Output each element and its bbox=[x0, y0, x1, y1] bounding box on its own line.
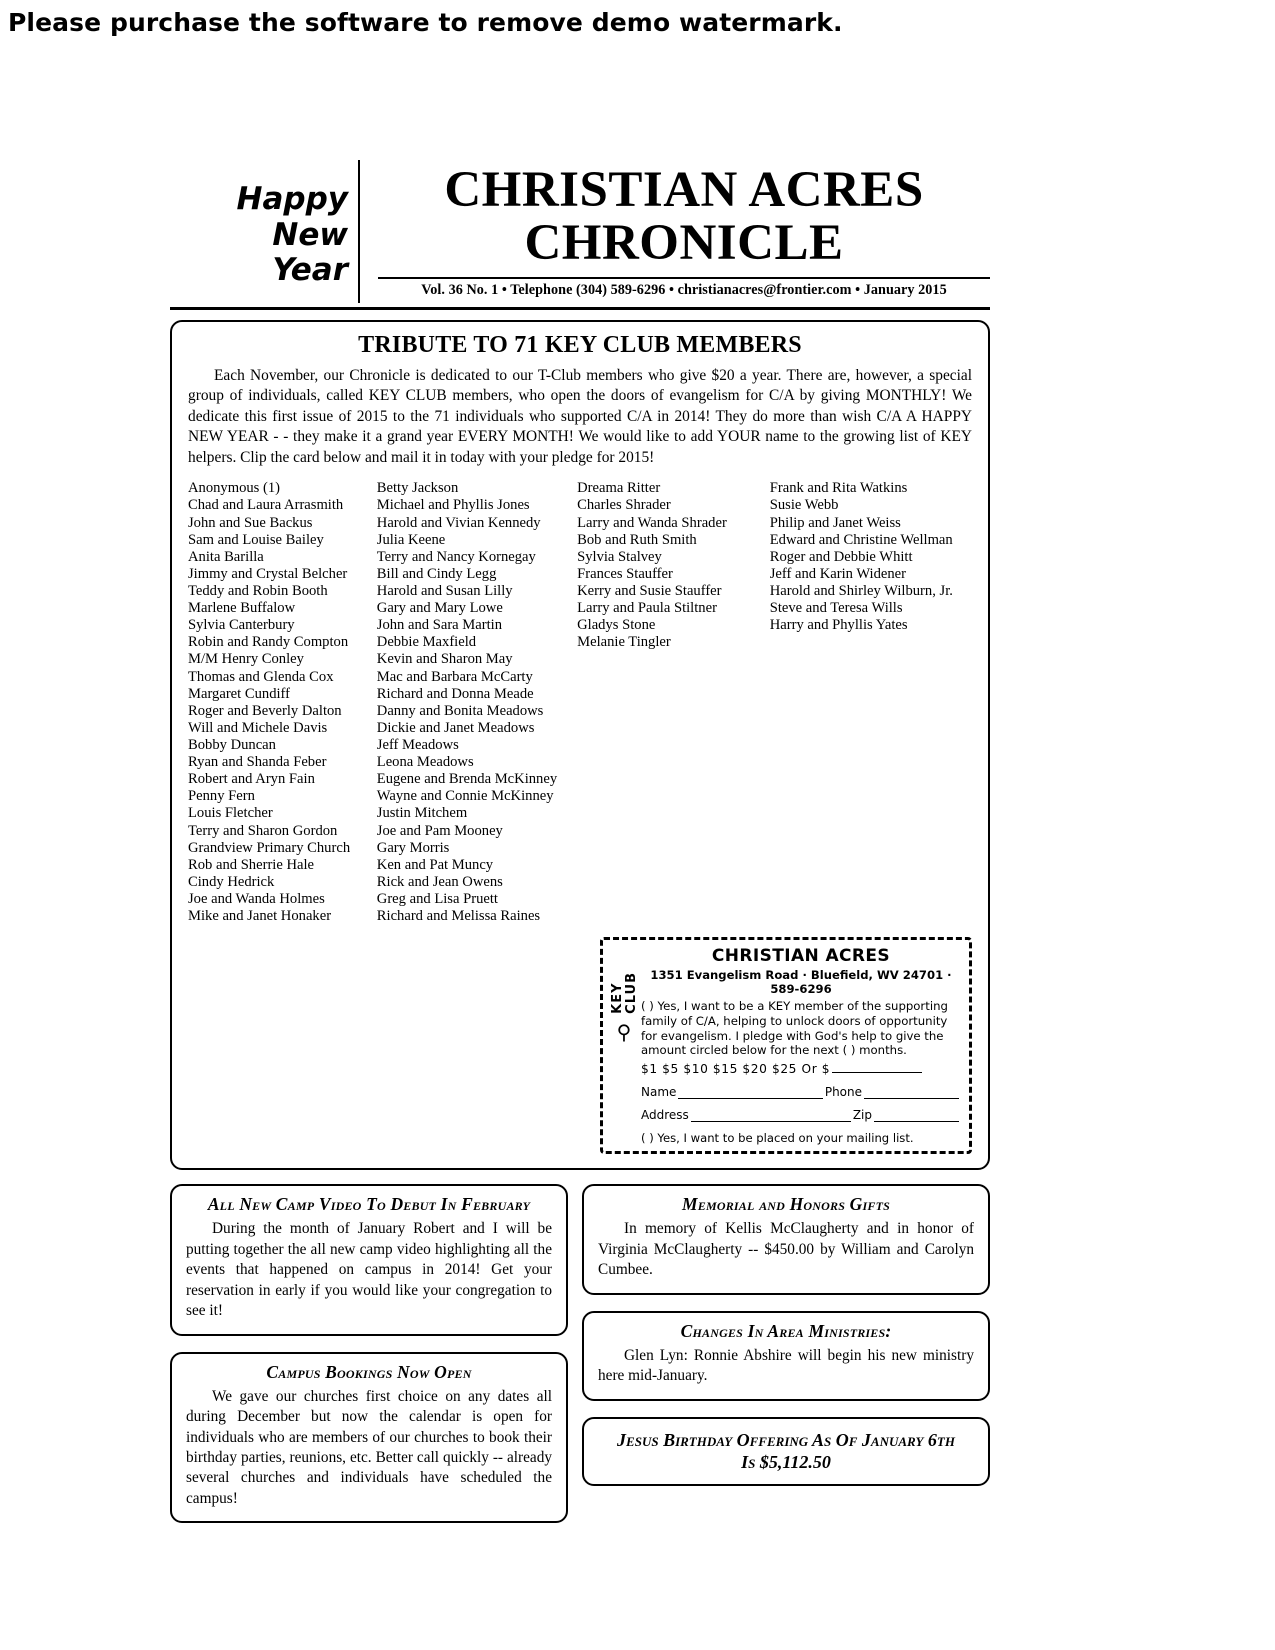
masthead bbox=[170, 160, 990, 310]
address-field[interactable] bbox=[691, 1109, 851, 1122]
list-item: Jeff Meadows bbox=[376, 736, 459, 753]
article-title: Memorial and Honors Gifts bbox=[682, 1194, 890, 1215]
list-item: Sam and Louise Bailey bbox=[188, 531, 324, 548]
name-field[interactable] bbox=[678, 1086, 822, 1099]
coupon-name-row bbox=[641, 1085, 961, 1099]
list-item: Harold and Susan Lilly bbox=[376, 583, 513, 599]
coupon-zip-label: Zip bbox=[852, 1108, 872, 1123]
list-item: Sylvia Stalvey bbox=[577, 548, 662, 565]
key-club-coupon-wrapper bbox=[600, 937, 972, 1154]
list-item: Joe and Wanda Holmes bbox=[188, 890, 325, 907]
article-title: Campus Bookings Now Open bbox=[266, 1361, 472, 1382]
offering-line-2: Is $5,112.50 bbox=[741, 1452, 831, 1473]
coupon-amount-options[interactable] bbox=[641, 1060, 961, 1076]
bottom-right-column bbox=[582, 1184, 990, 1523]
article-area-ministries bbox=[582, 1311, 990, 1401]
masthead-rule bbox=[378, 277, 990, 299]
list-item: Jeff and Karin Widener bbox=[769, 565, 906, 582]
list-item: Joe and Pam Mooney bbox=[376, 822, 503, 839]
coupon-title: CHRISTIAN ACRES bbox=[711, 946, 891, 967]
list-item: Anonymous (1) bbox=[188, 480, 281, 497]
list-item: Harold and Vivian Kennedy bbox=[376, 514, 541, 531]
list-item: Thomas and Glenda Cox bbox=[188, 668, 334, 685]
list-item: Greg and Lisa Pruett bbox=[376, 890, 498, 907]
list-item: Rick and Jean Owens bbox=[376, 873, 503, 890]
list-item: Julia Keene bbox=[376, 531, 446, 548]
list-item: Edward and Christine Wellman bbox=[769, 531, 953, 548]
list-item: Michael and Phyllis Jones bbox=[376, 497, 530, 514]
coupon-vertical-club: CLUB bbox=[623, 972, 639, 1015]
newsletter-page bbox=[170, 160, 990, 1523]
list-item: Marlene Buffalow bbox=[188, 600, 296, 617]
coupon-amount-list: $1 $5 $10 $15 $20 $25 Or $ bbox=[641, 1062, 831, 1077]
list-item: Mike and Janet Honaker bbox=[188, 908, 332, 925]
coupon-phone-label: Phone bbox=[824, 1085, 862, 1100]
list-item: Charles Shrader bbox=[577, 497, 671, 514]
list-item: Ken and Pat Muncy bbox=[376, 856, 494, 873]
list-item: Bill and Cindy Legg bbox=[376, 565, 497, 582]
paper-title-line-2: CHRONICLE bbox=[524, 214, 844, 271]
article-campus-bookings bbox=[170, 1352, 568, 1524]
list-item: Philip and Janet Weiss bbox=[769, 514, 901, 531]
volume-number: Vol. 36 No. 1 bbox=[421, 281, 499, 298]
article-body: In memory of Kellis McClaugherty and in honor of Virginia McClaugherty -- $450.00 by William and Carolyn Cumbee. bbox=[598, 1220, 974, 1279]
list-item: Jimmy and Crystal Belcher bbox=[188, 565, 348, 582]
demo-watermark: Please purchase the software to remove demo watermark. bbox=[8, 8, 843, 37]
coupon-vertical-key: KEY bbox=[609, 982, 625, 1015]
member-column-1 bbox=[188, 480, 377, 925]
list-item: Sylvia Canterbury bbox=[188, 617, 295, 634]
masthead-title-block bbox=[360, 160, 990, 303]
list-item: Teddy and Robin Booth bbox=[188, 583, 328, 599]
tribute-body: Each November, our Chronicle is dedicated to our T-Club members who give $20 a year. There are, however, a special group of individuals, called KEY CLUB members, who open the doors of evangelism for C/A by giving MONTHLY! We dedicate this first issue of 2015 to the 71 individuals who supported C/A in 2014! They do more than wish C/A A HAPPY NEW YEAR - - they make it a grand year EVERY MONTH! We would like to add YOUR name to the growing list of KEY helpers. Clip the card below and mail it in today with your pledge for 2015! bbox=[188, 366, 972, 466]
key-club-member-columns bbox=[188, 480, 972, 925]
coupon-side-label bbox=[607, 946, 641, 1145]
phone-field[interactable] bbox=[864, 1086, 959, 1099]
greeting-line-2: New bbox=[272, 216, 348, 253]
list-item: Leona Meadows bbox=[376, 754, 474, 771]
list-item: Kerry and Susie Stauffer bbox=[577, 583, 722, 599]
list-item: Richard and Donna Meade bbox=[376, 685, 534, 702]
article-title: All New Camp Video To Debut In February bbox=[207, 1194, 531, 1215]
list-item: Wayne and Connie McKinney bbox=[376, 788, 554, 805]
list-item: Danny and Bonita Meadows bbox=[376, 702, 544, 719]
page-title bbox=[378, 161, 990, 271]
list-item: Dickie and Janet Meadows bbox=[376, 719, 535, 736]
list-item: Frances Stauffer bbox=[577, 565, 673, 582]
list-item: Penny Fern bbox=[188, 788, 255, 805]
coupon-address-label: Address bbox=[641, 1108, 689, 1123]
list-item: Bob and Ruth Smith bbox=[577, 531, 697, 548]
list-item: Frank and Rita Watkins bbox=[769, 480, 908, 497]
offering-announcement bbox=[582, 1417, 990, 1486]
list-item: John and Sara Martin bbox=[376, 617, 503, 634]
list-item: Richard and Melissa Raines bbox=[376, 908, 541, 925]
list-item: Terry and Sharon Gordon bbox=[188, 822, 338, 839]
list-item: Susie Webb bbox=[769, 497, 839, 514]
list-item: Roger and Beverly Dalton bbox=[188, 702, 342, 719]
sep-3: • bbox=[855, 281, 861, 298]
list-item: Terry and Nancy Kornegay bbox=[376, 548, 536, 565]
key-club-coupon[interactable] bbox=[600, 937, 972, 1154]
list-item: Justin Mitchem bbox=[376, 805, 468, 822]
member-column-3 bbox=[577, 480, 770, 925]
key-icon: ⚲ bbox=[616, 1020, 632, 1045]
bottom-left-column bbox=[170, 1184, 568, 1523]
article-body: Glen Lyn: Ronnie Abshire will begin his new ministry here mid-January. bbox=[598, 1346, 974, 1385]
masthead-greeting bbox=[170, 160, 360, 303]
list-item: Margaret Cundiff bbox=[188, 685, 290, 702]
list-item: Mac and Barbara McCarty bbox=[376, 668, 533, 685]
bottom-articles bbox=[170, 1184, 990, 1523]
article-body: During the month of January Robert and I will be putting together the all new camp video highlighting all the events that happened on campus in 2014! Get your reservation in early if you would like your congregation to see it! bbox=[186, 1220, 552, 1320]
list-item: Rob and Sherrie Hale bbox=[188, 856, 315, 873]
list-item: Harold and Shirley Wilburn, Jr. bbox=[769, 583, 953, 599]
list-item: Cindy Hedrick bbox=[188, 873, 275, 890]
article-memorial-honors bbox=[582, 1184, 990, 1294]
list-item: Bobby Duncan bbox=[188, 736, 276, 753]
list-item: Will and Michele Davis bbox=[188, 719, 328, 736]
list-item: Debbie Maxfield bbox=[376, 634, 477, 651]
list-item: Grandview Primary Church bbox=[188, 839, 351, 856]
coupon-pledge-text: ( ) Yes, I want to be a KEY member of the supporting family of C/A, helping to unlock doors of opportunity for evangelism. I pledge with God's help to give the amount circled below for the next ( ) months. bbox=[641, 999, 948, 1058]
list-item: John and Sue Backus bbox=[188, 514, 313, 531]
list-item: M/M Henry Conley bbox=[188, 651, 304, 668]
coupon-address-line: 1351 Evangelism Road · Bluefield, WV 24701 · 589-6296 bbox=[650, 968, 952, 997]
offering-line-1: Jesus Birthday Offering As Of January 6th bbox=[617, 1429, 955, 1450]
tribute-title: TRIBUTE TO 71 KEY CLUB MEMBERS bbox=[358, 331, 802, 358]
email-address[interactable]: christianacres@frontier.com bbox=[677, 281, 852, 298]
list-item: Anita Barilla bbox=[188, 548, 264, 565]
tribute-section bbox=[170, 320, 990, 1170]
masthead-subline bbox=[378, 282, 990, 299]
list-item: Gary Morris bbox=[376, 839, 450, 856]
article-camp-video bbox=[170, 1184, 568, 1335]
list-item: Larry and Wanda Shrader bbox=[577, 514, 727, 531]
greeting-line-3: Year bbox=[272, 252, 348, 289]
coupon-mailing-list-checkbox[interactable]: ( ) Yes, I want to be placed on your mailing list. bbox=[641, 1131, 914, 1146]
list-item: Ryan and Shanda Feber bbox=[188, 754, 327, 771]
sep-2: • bbox=[669, 281, 675, 298]
list-item: Betty Jackson bbox=[376, 480, 459, 497]
list-item: Roger and Debbie Whitt bbox=[769, 548, 913, 565]
article-body: We gave our churches first choice on any dates all during December but now the calendar is open for individuals who are members of our churches to book their birthday parties, reunions, etc. Better call quickly -- already several churches and individuals have scheduled the campus! bbox=[186, 1387, 552, 1507]
greeting-line-1: Happy bbox=[236, 181, 348, 217]
coupon-address-row bbox=[641, 1108, 961, 1122]
list-item: Gary and Mary Lowe bbox=[376, 600, 503, 617]
list-item: Chad and Laura Arrasmith bbox=[188, 497, 344, 514]
telephone: Telephone (304) 589-6296 bbox=[510, 281, 666, 298]
list-item: Harry and Phyllis Yates bbox=[769, 617, 908, 634]
member-column-4 bbox=[770, 480, 972, 925]
coupon-body bbox=[641, 946, 961, 1145]
member-column-2 bbox=[377, 480, 577, 925]
paper-title-line-1: CHRISTIAN ACRES bbox=[444, 161, 924, 218]
sep-1: • bbox=[501, 281, 507, 298]
list-item: Melanie Tingler bbox=[577, 634, 671, 651]
issue-date: January 2015 bbox=[863, 281, 947, 298]
list-item: Louis Fletcher bbox=[188, 805, 273, 822]
list-item: Kevin and Sharon May bbox=[376, 651, 513, 668]
zip-field[interactable] bbox=[874, 1109, 959, 1122]
list-item: Larry and Paula Stiltner bbox=[577, 600, 717, 617]
coupon-name-label: Name bbox=[641, 1085, 677, 1100]
list-item: Steve and Teresa Wills bbox=[769, 600, 903, 617]
list-item: Eugene and Brenda McKinney bbox=[376, 771, 558, 788]
list-item: Robert and Aryn Fain bbox=[188, 771, 315, 788]
list-item: Dreama Ritter bbox=[577, 480, 661, 497]
list-item: Robin and Randy Compton bbox=[188, 634, 349, 651]
article-title: Changes In Area Ministries: bbox=[680, 1320, 892, 1341]
list-item: Gladys Stone bbox=[577, 617, 656, 634]
coupon-other-amount-input[interactable] bbox=[832, 1060, 922, 1073]
